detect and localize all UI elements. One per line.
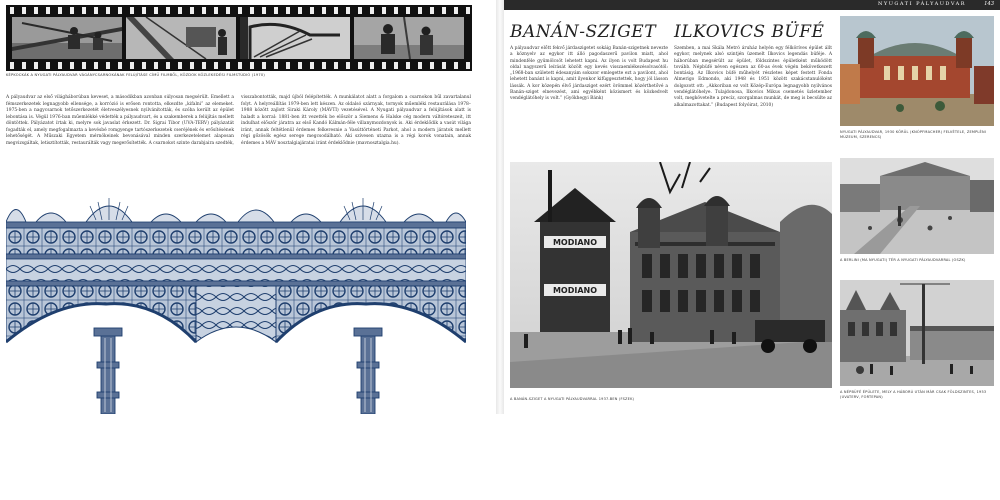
- left-column-1: [6, 95, 234, 147]
- heading-ilkovics-bufe: ILKOVICS BÜFÉ: [674, 22, 825, 42]
- article-ilkovics-bufe: [674, 46, 832, 109]
- caption-berlini-ter: A BERLINI (MA NYUGATI) TÉR A NYUGATI PÁLYAUDVARRAL (OSZK): [840, 258, 966, 262]
- heading-banan-sziget: BANÁN-SZIGET: [510, 22, 657, 42]
- left-column-1-text: A pályaudvar az első világháborúban keveset, a másodikban azonban súlyosan megsérült. Emellett a fémszerkezetek legnagyobb ellensége, a korrózió is erősen rontotta, elkezdte „kifalni” az elemeket. 1975-ben a nagycsarnok tetőszerkezetét életveszélyesnek nyilvánították, és szóba került az épület lebontása is. Végül 1976-ban műemlékké védették a pályaudvart, és a szakemberek a felújítás mellett döntöttek. Pályázatot írtak ki, melyre sok javaslat érkezett. Dr. Sigrai Tibor (UVA-TERV) pályázatát fogadták el, amely megfogalmazta a kevésbé romgyenge tartószerkezetek cseréjének és erősítésének lehetőségét. A Műszaki Egyetem mérnökeinek bevonásával minden szerkezetelemet alaposan megvizsgáltak, letisztították, restaurálták vagy megerősítették. A csarnokot szinte darabjaira szedték,: [6, 95, 234, 146]
- caption-main-photo: A BANÁN-SZIGET A NYUGATI PÁLYAUDVARRAL 1937-BEN (FSZEK): [510, 397, 635, 401]
- ironwork-ornament-illustration: [6, 192, 466, 414]
- left-page: [0, 0, 496, 414]
- film-perforation-top: [6, 7, 472, 14]
- article-ilkovics-bufe-text: Szemben, a mai Skála Metró áruház helyén egy félköríves épület állt egykor, melynek alsó szintjén üzemelt Ilkovics legendás büféje. A háborúban megsérült az épület, földszintes épületként működött tovább. Népbüfé néven egészen az 60-as évek végén bekövetkezett bontásig. Az Ilkovics büfé műhelyét részletes képet festett Fonda Almerigo Edmondo, aki 1948 és 1951 között szakácstanulóként dolgozott ott: „Akkoriban ez volt Közép-Európa legnagyobb nyilvános vendéglátóhelye. Tulajdonosa, Ilkovics Mikus csemetés üzletember volt, megkövetelte a precíz, szorgalmas munkát, de meg is becsülte az alkalmazottakat.” (Budapest folyóirat, 2010): [674, 46, 832, 108]
- running-header: [504, 0, 1000, 10]
- photo-banan-sziget-1937: [510, 162, 832, 388]
- right-page: [504, 0, 1000, 414]
- left-column-2-text: visszabontották, majd újból felépítették. A munkálatot alatt a forgalom a csarnokon bűl zavartalanul folyt. A helyreállítás 1979-ben lett készen. Az oldalsó szárnyak, tornyok műemléki restaurálása 1978–1988 között zajlott Siraki Károly (MÁVTI) vezetésével. A Nyugati pályaudvar a felújítások alatt is haladt a korral: 1881-ben itt vezették be először a Siemens & Halske cég modern váltóreteszeit, itt indulhat először járatra az első Kandó Kálmán-féle villanymozdonyok is. Aki érdeklődik a vasút világa iránt, annak feltétlenül érdemes felkeresnie a Vasúttörténeti Parkot, ahol a modern járatok mellett régi gőzösök egész serege megcsodálható. Aki szívesen utazna is a régi korok vonatain, annak érdemes a MÁV nosztalgiajáratai iránt érdeklődnie (mavnosztalgia.hu).: [241, 95, 471, 146]
- page-number: 143: [984, 1, 994, 7]
- running-header-title: NYUGATI PÁLYAUDVAR: [878, 1, 966, 7]
- photo-berlini-ter: [840, 158, 994, 254]
- photo-postcard-1930: [840, 16, 994, 126]
- svg-text:MODIANO: MODIANO: [552, 238, 598, 247]
- film-perforation-bottom: [6, 62, 472, 69]
- book-gutter: [496, 0, 504, 414]
- film-frame-2: [126, 17, 236, 59]
- left-column-2: [241, 95, 471, 147]
- film-frame-3: [240, 17, 350, 59]
- film-frame-4: [354, 17, 464, 59]
- film-strip: [6, 5, 472, 71]
- article-banan-sziget-text: A pályaudvar előtt fekvő járdaszigetet sokáig Banán-szigetnek nevezte a köznyelv az egykor itt álló pagodaszerű pavilon miatt, ahol mindenféle gyümölcsöt lehetett kapni. Az ilyen is volt Budapest hu oldal nagyszerű leírását közölt egy kevés visszaemlékezésolvasótól: „1968-ban született édesanyám sokszor emlegette ezt a pavilont, ahol lehetett banánt is kapni, amit ilyenkor kifüggesztettek, hogy jól lásson lássák. A kor közepén élvő járdasziget ezért örömmel közérthetővé a Banán-sziget elnevezést, ami egyébként közismert és közkedvelt vendéglátóhely is volt.” (Gyökhegyi Bánk): [510, 46, 668, 102]
- caption-nepbufe: A NÉPBÜFÉ ÉPÜLETE, MELY A HÁBORÚ UTÁN MÁR CSAK FÖLDSZINTES, 1953 (UVATERV, FORTEPAN): [840, 390, 987, 399]
- photo-nepbufe-1953: [840, 280, 994, 386]
- film-frame-1: [12, 17, 122, 59]
- article-banan-sziget: [510, 46, 668, 103]
- svg-text:MODIANO: MODIANO: [552, 286, 598, 295]
- film-caption: KÉPKOCKÁK A NYUGATI PÁLYAUDVAR VÁGÁNYCSARNOKÁNAK FELÚJÍTÁSE CÍMŰ FILMBŐL, KÖZDOK KÖZLEKEDÉSI FILMSTÚDIÓ (1970): [6, 73, 265, 77]
- caption-postcard: NYUGATI PÁLYAUDVAR, 1930 KÖRÜL (KNÓPFMACHER) FELVÉTELE, ZEMPLÉNI MÚZEUM, SZERENCS): [840, 130, 987, 139]
